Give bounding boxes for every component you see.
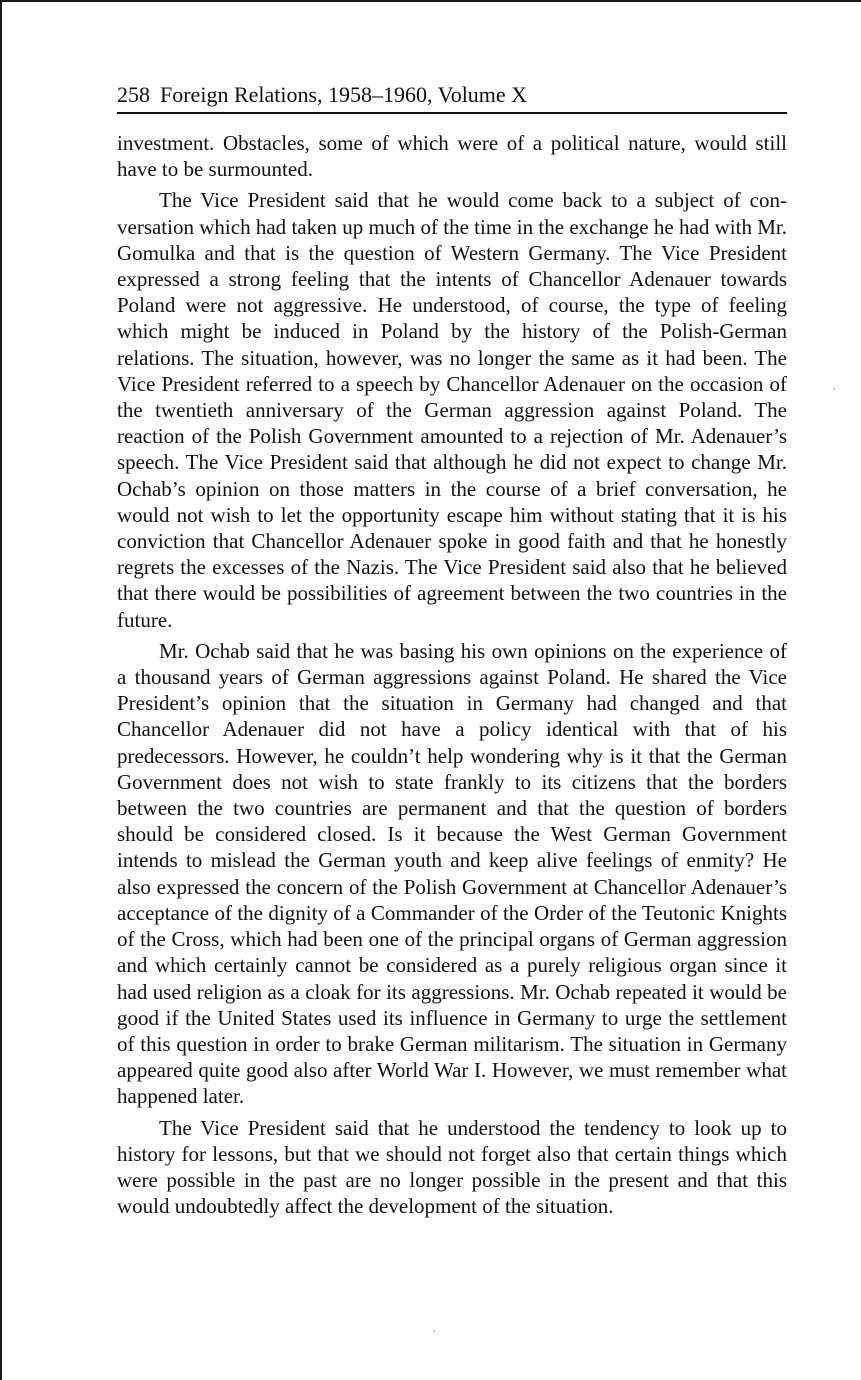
scan-speck: [433, 1330, 435, 1332]
body-text: [117, 130, 787, 1219]
paragraph-vice-president-history: The Vice President said that he understood the tendency to look up to history for lessons, but that we should not forget also that certain things which were possible in the past are no longer possible in the present and that this would undoubtedly affect the development of the situation.: [117, 1115, 787, 1219]
running-head: [117, 80, 787, 114]
paragraph-ochab-response: Mr. Ochab said that he was basing his own opinions on the experience of a thousand years of German aggressions against Poland. He shared the Vice President’s opinion that the situation in Germany had changed and that Chancellor Adenauer did not have a policy identical with that of his predecessors. However, he couldn’t help wondering why is it that the German Government does not wish to state frankly to its citizens that the borders between the two countries are permanent and that the question of borders should be considered closed. Is it because the West German Government intends to mislead the German youth and keep alive feelings of enmity? He also expressed the concern of the Polish Government at Chancellor Adenauer’s acceptance of the dignity of a Commander of the Order of the Teutonic Knights of the Cross, which had been one of the principal organs of German aggression and which certainly cannot be considered as a purely religious organ since it had used religion as a cloak for its aggressions. Mr. Ochab repeated it would be good if the United States used its influence in Germany to urge the settlement of this question in order to brake German militarism. The situation in Germany appeared quite good also after World War I. However, we must remember what happened later.: [117, 638, 787, 1109]
paragraph-vice-president-germany: The Vice President said that he would come back to a subject of conversation which had taken up much of the time in the exchange he had with Mr. Gomulka and that is the question of Western Germany. The Vice President expressed a strong feeling that the intents of Chancellor Adenauer towards Poland were not aggressive. He understood, of course, the type of feeling which might be induced in Poland by the history of the Polish-German relations. The situation, however, was no longer the same as it had been. The Vice President referred to a speech by Chancellor Adenauer on the occasion of the twentieth anniversary of the German aggression against Poland. The reaction of the Polish Government amounted to a rejection of Mr. Adenauer’s speech. The Vice President said that although he did not expect to change Mr. Ochab’s opinion on those matters in the course of a brief conversation, he would not wish to let the opportunity escape him without stating that it is his conviction that Chancellor Adenauer spoke in good faith and that he honestly regrets the excesses of the Nazis. The Vice President said also that he believed that there would be possibilities of agreement between the two countries in the future.: [117, 188, 787, 632]
scan-speck: [833, 388, 835, 390]
document-page: [117, 80, 787, 1224]
page-number: 258: [117, 82, 150, 107]
series-title: Foreign Relations, 1958–1960, Volume X: [160, 82, 528, 107]
scan-border-left: [0, 0, 2, 1380]
scan-border-top: [0, 0, 861, 2]
paragraph-continuation: investment. Obstacles, some of which were of a political nature, would still have to be surmounted.: [117, 131, 787, 182]
